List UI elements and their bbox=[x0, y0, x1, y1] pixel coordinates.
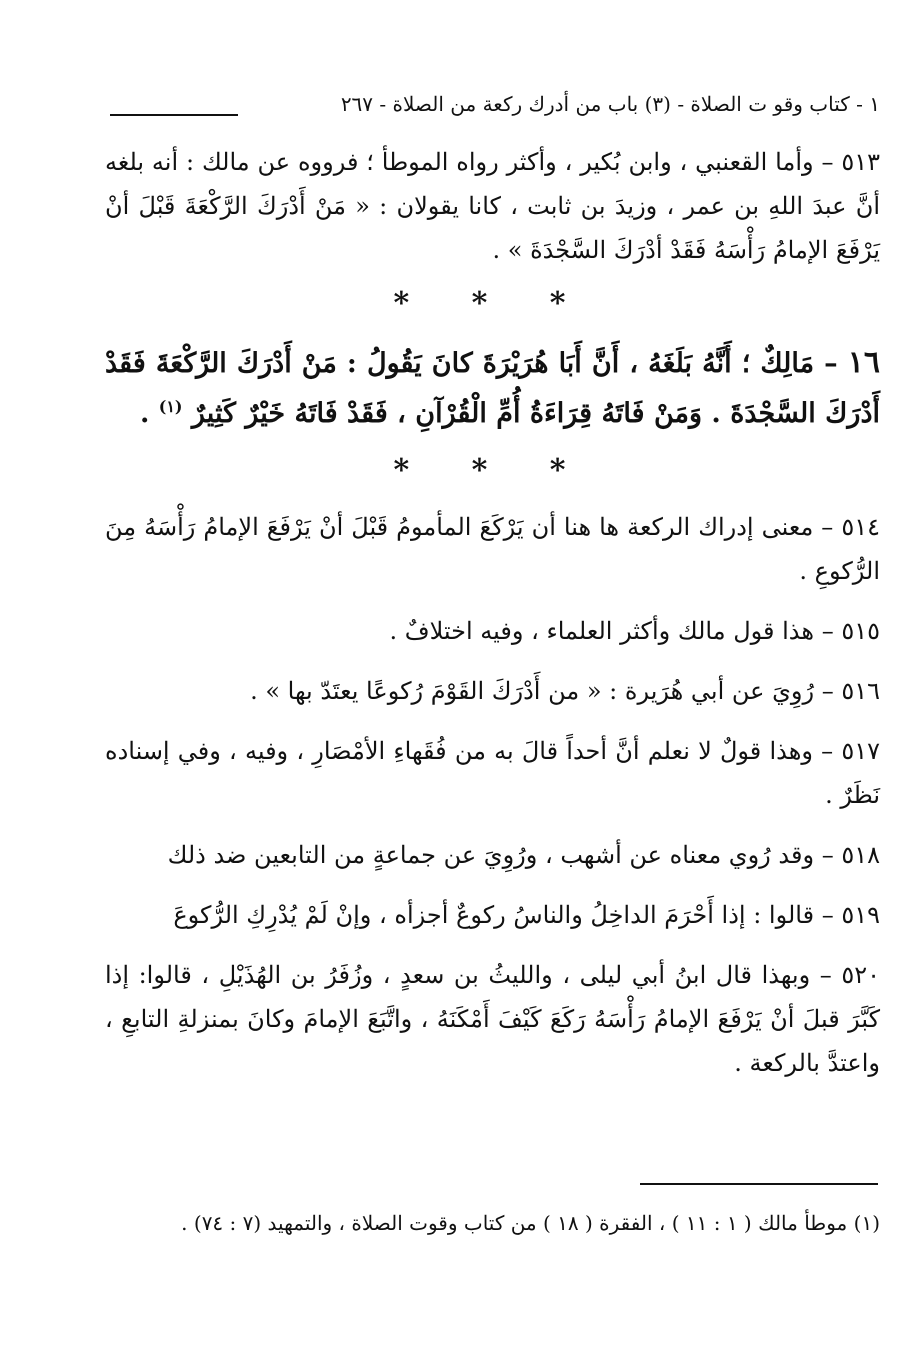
section-divider-stars: * * * bbox=[393, 453, 592, 488]
section-divider-stars: * * * bbox=[393, 286, 592, 321]
hadith-16 bbox=[105, 338, 880, 439]
footnote-rule bbox=[640, 1183, 878, 1185]
hadith-end: . bbox=[139, 398, 159, 429]
running-header bbox=[110, 88, 880, 122]
footnote-reference: (١) bbox=[158, 397, 183, 416]
header-rule bbox=[110, 114, 238, 116]
footnote: (١) موطأ مالك ( ١ : ١١ ) ، الفقرة ( ١٨ ) من كتاب وقوت الصلاة ، والتمهيد (٧ : ٧٤) . bbox=[181, 1211, 880, 1235]
paragraph-514: ٥١٤ – معنى إدراك الركعة ها هنا أن يَرْكَعَ المأمومُ قَبْلَ أنْ يَرْفَعَ الإمامُ رَأْسَهُ مِنَ الرُّكوعِ . bbox=[105, 513, 880, 585]
paragraph-516: ٥١٦ – رُوِيَ عن أبي هُرَيرة : « من أَدْرَكَ القَوْمَ رُكوعًا يعتَدّ بها » . bbox=[250, 677, 880, 705]
hadith-number: ١٦ bbox=[847, 345, 880, 380]
paragraph-518: ٥١٨ – وقد رُوي معناه عن أشهب ، ورُوِيَ عن جماعةٍ من التابعين ضد ذلك bbox=[167, 841, 880, 869]
text-body bbox=[105, 140, 880, 1085]
paragraph-513: ٥١٣ – وأما القعنبي ، وابن بُكير ، وأكثر رواه الموطأ ؛ فرووه عن مالك : أنه بلغه أنَّ عبدَ اللهِ بن عمر ، وزيدَ بن ثابت ، كانا يقولان : « مَنْ أَدْرَكَ الرَّكْعَةَ قَبْلَ أنْ يَرْفَعَ الإمامُ رَأْسَهُ فَقَدْ أدْرَكَ السَّجْدَةَ » . bbox=[105, 148, 881, 264]
paragraph-515: ٥١٥ – هذا قول مالك وأكثر العلماء ، وفيه اختلافٌ . bbox=[389, 617, 880, 645]
hadith-text: – مَالِكٌ ؛ أَنَّهُ بَلَغَهُ ، أَنَّ أَبَا هُرَيْرَةَ كانَ يَقُولُ : مَنْ أَدْرَكَ الرَّكْعَةَ فَقَدْ أَدْرَكَ السَّجْدَةَ . وَمَنْ فَاتَهُ قِرَاءَةُ أُمِّ الْقُرْآنِ ، فَقَدْ فَاتَهُ خَيْرٌ كَثِيرٌ bbox=[105, 348, 880, 429]
paragraph-520: ٥٢٠ – وبهذا قال ابنُ أبي ليلى ، والليثُ بن سعدٍ ، وزُفَرُ بن الهُذَيْلِ ، قالوا: إذا كَبَّرَ قبلَ أنْ يَرْفَعَ الإمامُ رَأْسَهُ رَكَعَ كَيْفَ أَمْكَنَهُ ، واتَّبَعَ الإمامَ وكانَ بمنزلةِ التابعِ ، واعتدَّ بالركعة . bbox=[105, 961, 880, 1077]
header-title: ١ - كتاب وقو ت الصلاة - (٣) باب من أدرك ركعة من الصلاة - ٢٦٧ bbox=[340, 92, 880, 116]
paragraph-519: ٥١٩ – قالوا : إذا أَحْرَمَ الداخِلُ والناسُ ركوعٌ أجزأه ، وإنْ لَمْ يُدْرِكِ الرُّكوعَ bbox=[173, 901, 880, 929]
paragraph-517: ٥١٧ – وهذا قولٌ لا نعلم أنَّ أحداً قالَ به من فُقَهاءِ الأمْصَارِ ، وفيه ، وفي إسناده نَظَرٌ . bbox=[105, 737, 880, 809]
